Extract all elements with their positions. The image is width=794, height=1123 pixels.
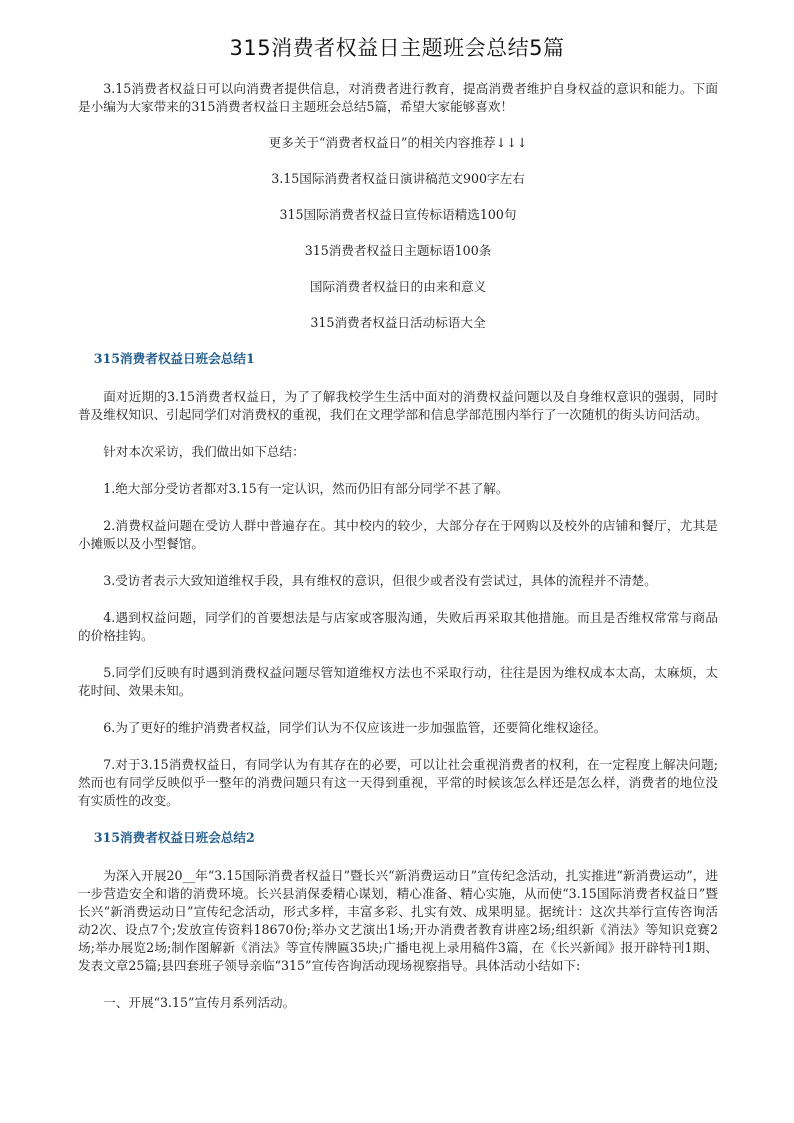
related-link[interactable]: 国际消费者权益日的由来和意义 [309, 279, 487, 294]
section-heading: 315消费者权益日班会总结1 [93, 351, 255, 366]
related-link[interactable]: 315消费者权益日活动标语大全 [310, 315, 486, 330]
related-link[interactable]: 315国际消费者权益日宣传标语精选100句 [279, 207, 517, 222]
intro-paragraph: 3.15消费者权益日可以向消费者提供信息，对消费者进行教育，提高消费者维护自身权益的意识和能力。下面是小编为大家带来的315消费者权益日主题班会总结5篇，希望大家能够喜欢！ [78, 81, 718, 114]
related-links-list [78, 152, 718, 332]
summary-item: 7.对于3.15消费权益日，有同学认为有其存在的必要，可以让社会重视消费者的权利，在一定程度上解决问题;然而也有同学反映似乎一整年的消费问题只有这一天得到重视，平常的时候该怎么样还是怎么样，消费者的地位没有实质性的改变。 [78, 757, 718, 808]
section2-paragraph: 为深入开展20__年“3.15国际消费者权益日”暨长兴“新消费运动日”宣传纪念活动，扎实推进“新消费运动”，进一步营造安全和谐的消费环境。长兴县消保委精心谋划，精心准备、精心实施，从而使“3.15国际消费者权益日”暨长兴“新消费运动日”宣传纪念活动，形式多样，丰富多彩、扎实有效、成果明显。据统计：这次共举行宣传咨询活动2次、设点7个;发放宣传资料18670份;举办文艺演出1场;开办消费者教育讲座2场;组织新《消法》等知识竞赛2场;举办展览2场;制作图解新《消法》等宣传牌匾35块;广播电视上录用稿件3篇，在《长兴新闻》报开辟特刊1期、发表文章25篇;县四套班子领导亲临“315”宣传咨询活动现场视察指导。具体活动小结如下: [78, 868, 718, 973]
summary-item: 1.绝大部分受访者都对3.15有一定认识，然而仍旧有部分同学不甚了解。 [103, 481, 509, 496]
section1-paragraph: 面对近期的3.15消费者权益日，为了了解我校学生生活中面对的消费权益问题以及自身维权意识的强弱，同时普及维权知识、引起同学们对消费权的重视，我们在文理学部和信息学部范围内举行了一次随机的街头访问活动。 [78, 389, 718, 422]
more-recommendations-heading: 更多关于“消费者权益日”的相关内容推荐↓↓↓ [268, 135, 528, 150]
summary-item: 4.遇到权益问题，同学们的首要想法是与店家或客服沟通，失败后再采取其他措施。而且是否维权常常与商品的价格挂钩。 [78, 610, 718, 643]
section2-paragraph: 一、开展“3.15”宣传月系列活动。 [103, 995, 296, 1010]
section-heading: 315消费者权益日班会总结2 [93, 830, 255, 845]
related-link[interactable]: 3.15国际消费者权益日演讲稿范文900字左右 [271, 171, 525, 186]
summary-item: 2.消费权益问题在受访人群中普遍存在。其中校内的较少，大部分存在于网购以及校外的店铺和餐厅，尤其是小摊贩以及小型餐馆。 [78, 518, 718, 551]
section1-paragraph: 针对本次采访，我们做出如下总结： [103, 444, 305, 459]
document-body [78, 80, 718, 1012]
summary-item: 3.受访者表示大致知道维权手段，具有维权的意识，但很少或者没有尝试过，具体的流程并不清楚。 [103, 573, 657, 588]
summary-item: 6.为了更好的维护消费者权益，同学们认为不仅应该进一步加强监管，还要简化维权途径。 [103, 720, 607, 735]
summary-item: 5.同学们反映有时遇到消费权益问题尽管知道维权方法也不采取行动，往往是因为维权成本太高，太麻烦，太花时间、效果未知。 [78, 665, 718, 698]
document-title: 315消费者权益日主题班会总结5篇 [229, 36, 565, 60]
related-link[interactable]: 315消费者权益日主题标语100条 [304, 243, 492, 258]
